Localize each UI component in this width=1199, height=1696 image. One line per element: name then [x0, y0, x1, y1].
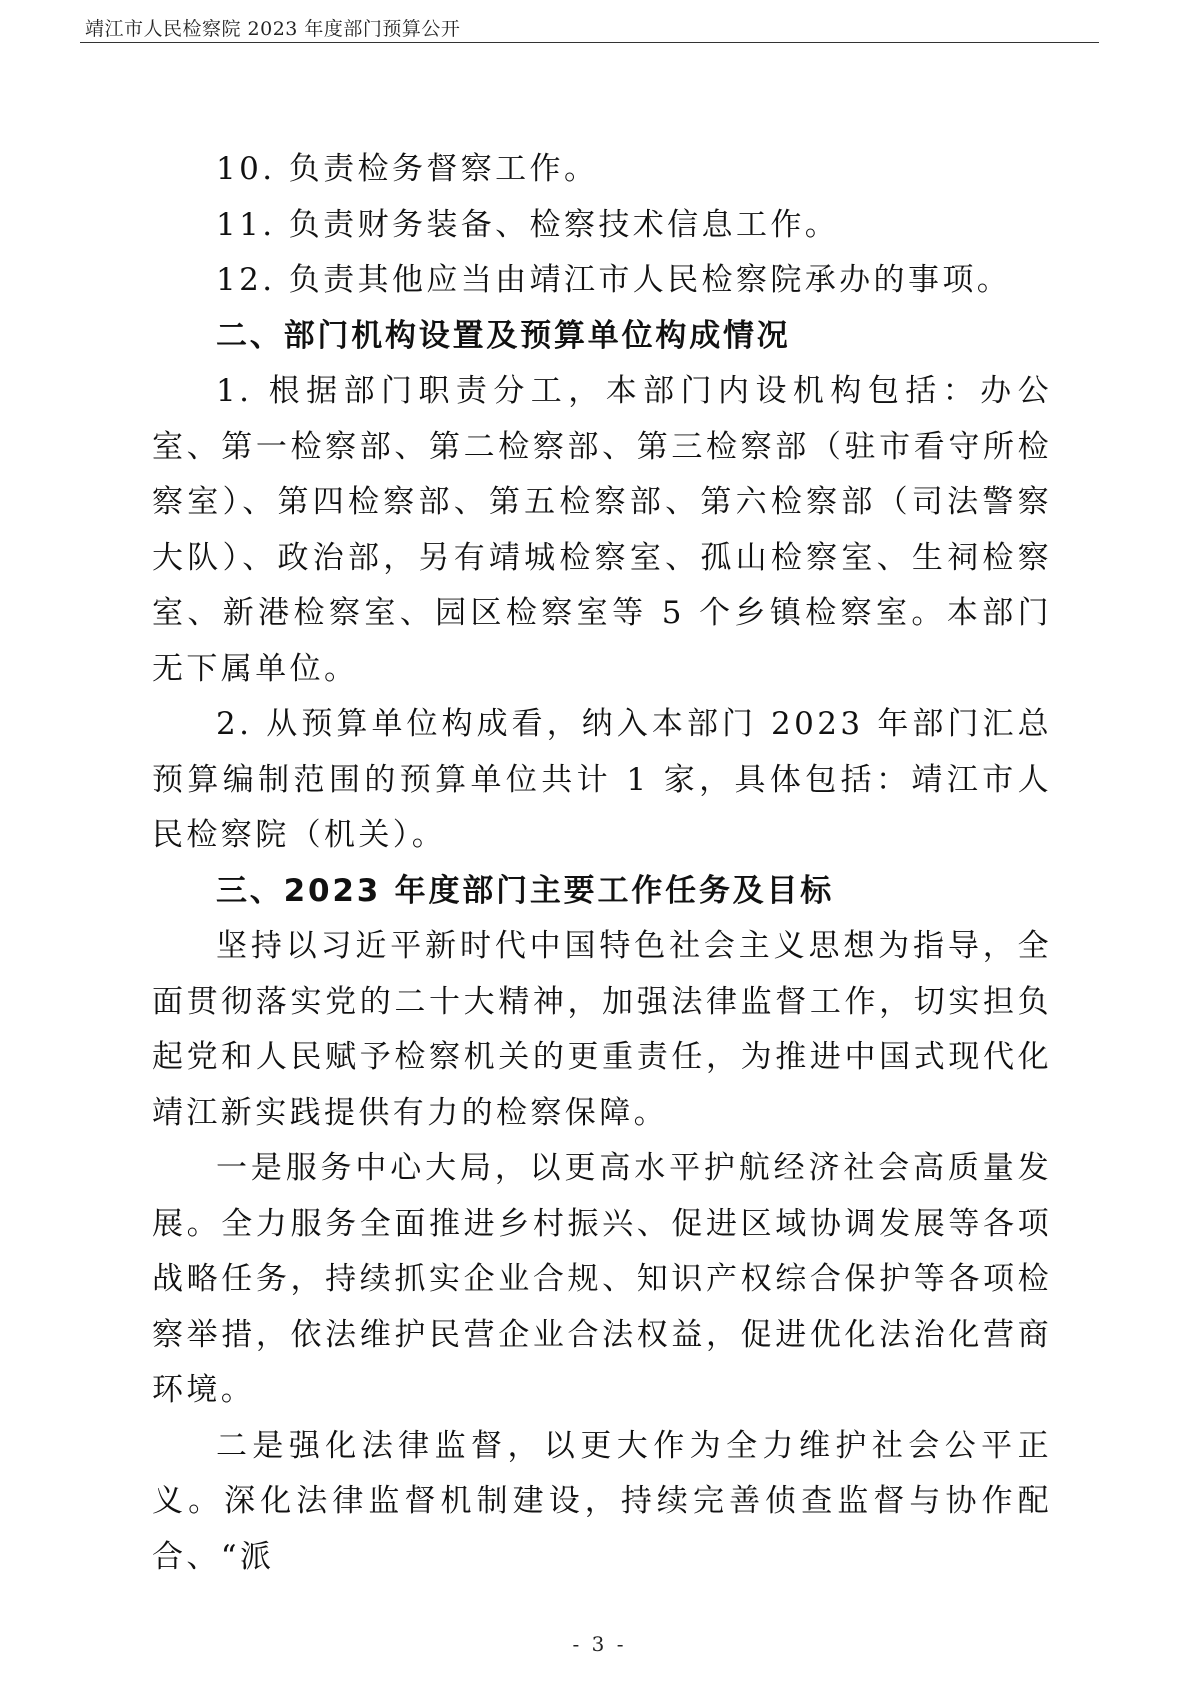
header-rule — [80, 42, 1099, 43]
duty-item-12: 12. 负责其他应当由靖江市人民检察院承办的事项。 — [216, 262, 1012, 298]
section3-paragraph-1: 坚持以习近平新时代中国特色社会主义思想为指导，全面贯彻落实党的二十大精神，加强法律监督工作，切实担负起党和人民赋予检察机关的更重责任，为推进中国式现代化靖江新实践提供有力的检察保障。 — [152, 928, 1052, 1131]
section-heading-3: 三、2023 年度部门主要工作任务及目标 — [216, 872, 835, 909]
section-heading-2: 二、部门机构设置及预算单位构成情况 — [216, 317, 791, 354]
page-number: - 3 - — [572, 1632, 627, 1656]
section2-paragraph-1: 1. 根据部门职责分工，本部门内设机构包括：办公室、第一检察部、第二检察部、第三检察部（驻市看守所检察室）、第四检察部、第五检察部、第六检察部（司法警察大队）、政治部，另有靖城检察室、孤山检察室、生祠检察室、新港检察室、园区检察室等 5 个乡镇检察室。本部门无下属单位。 — [152, 373, 1052, 687]
section2-paragraph-2: 2. 从预算单位构成看，纳入本部门 2023 年部门汇总预算编制范围的预算单位共计 1 家，具体包括：靖江市人民检察院（机关）。 — [152, 706, 1052, 853]
duty-item-11: 11. 负责财务装备、检察技术信息工作。 — [216, 206, 840, 243]
section3-paragraph-3: 二是强化法律监督，以更大作为全力维护社会公平正义。深化法律监督机制建设，持续完善侦查监督与协作配合、“派 — [152, 1427, 1052, 1575]
running-header: 靖江市人民检察院 2023 年度部门预算公开 — [85, 18, 461, 40]
duty-item-10: 10. 负责检务督察工作。 — [216, 151, 599, 187]
document-body — [152, 142, 1052, 1585]
section3-paragraph-2: 一是服务中心大局，以更高水平护航经济社会高质量发展。全力服务全面推进乡村振兴、促进区域协调发展等各项战略任务，持续抓实企业合规、知识产权综合保护等各项检察举措，依法维护民营企业合法权益，促进优化法治化营商环境。 — [152, 1150, 1052, 1408]
